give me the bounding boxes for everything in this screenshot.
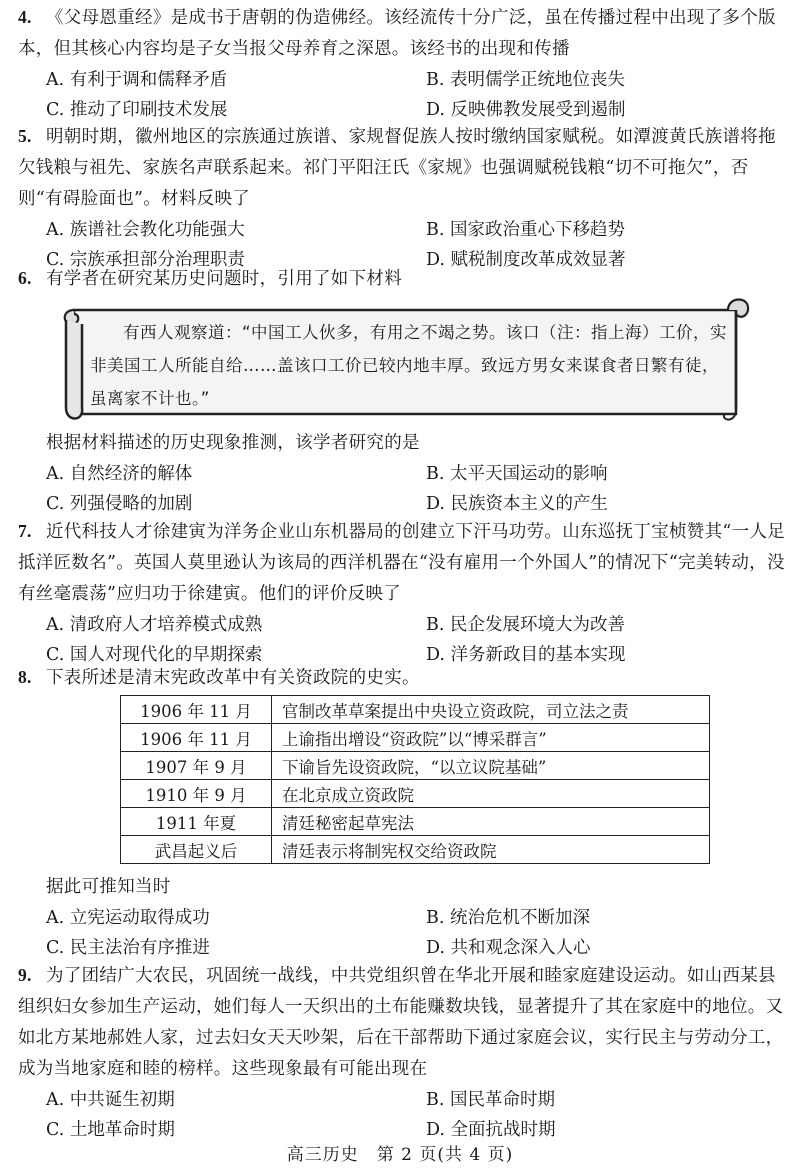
table-cell-date: 武昌起义后	[121, 836, 272, 864]
options	[46, 459, 788, 519]
quote-scroll	[60, 298, 750, 424]
table-cell-date: 1906 年 11 月	[121, 724, 272, 752]
option-b: B. 国家政治重心下移趋势	[426, 220, 625, 240]
table-cell-date: 1911 年夏	[121, 808, 272, 836]
table-cell-date: 1910 年 9 月	[121, 780, 272, 808]
table-row	[121, 836, 710, 864]
page-footer: 高三历史 第 2 页(共 4 页)	[286, 1145, 514, 1165]
option-c: C. 宗族承担部分治理职责	[46, 250, 245, 270]
question-5	[18, 121, 788, 275]
option-a: A. 中共诞生初期	[46, 1090, 175, 1110]
option-c: C. 推动了印刷技术发展	[46, 100, 228, 120]
quote-text-box	[90, 316, 730, 415]
question-stem	[18, 662, 788, 694]
option-a: A. 立宪运动取得成功	[46, 908, 210, 928]
table-row	[121, 780, 710, 808]
table-row	[121, 808, 710, 836]
options	[46, 903, 788, 963]
option-b: B. 统治危机不断加深	[426, 908, 590, 928]
option-d: D. 赋税制度改革成效显著	[426, 250, 626, 270]
question-number: 5.	[18, 126, 32, 146]
question-stem	[18, 960, 788, 1085]
option-a: A. 族谱社会教化功能强大	[46, 220, 245, 240]
table-cell-event: 清廷表示将制宪权交给资政院	[272, 836, 710, 864]
quote-text: 有西人观察道：“中国工人伙多，有用之不竭之势。该口（注：指上海）工价，实非美国工人所能自给……盖该口工价已较内地丰厚。致远方男女来谋食者日繁有徒，虽离家不计也。”	[90, 323, 728, 408]
table-cell-date: 1906 年 11 月	[121, 696, 272, 724]
question-stem	[18, 2, 788, 65]
table-row	[121, 696, 710, 724]
question-6	[18, 263, 788, 295]
table-row	[121, 752, 710, 780]
option-c: C. 列强侵略的加剧	[46, 494, 193, 514]
option-d: D. 洋务新政目的基本实现	[426, 645, 626, 665]
option-a: A. 自然经济的解体	[46, 464, 193, 484]
question-number: 7.	[18, 521, 32, 541]
table-cell-date: 1907 年 9 月	[121, 752, 272, 780]
history-table	[120, 695, 710, 864]
option-b: B. 表明儒学正统地位丧失	[426, 70, 625, 90]
question-7	[18, 516, 788, 670]
table-cell-event: 下谕旨先设资政院，“以立议院基础”	[272, 752, 710, 780]
question-text: 明朝时期，徽州地区的宗族通过族谱、家规督促族人按时缴纳国家赋税。如潭渡黄氏族谱将拖欠钱粮与祖先、家族名声联系起来。祁门平阳汪氏《家规》也强调赋税钱粮“切不可拖欠”，否则“有碍脸面也”。材料反映了	[18, 127, 776, 209]
question-text: 《父母恩重经》是成书于唐朝的伪造佛经。该经流传十分广泛，虽在传播过程中出现了多个版本，但其核心内容均是子女当报父母养育之深恩。该经书的出现和传播	[18, 8, 776, 59]
option-d: D. 民族资本主义的产生	[426, 494, 609, 514]
option-b: B. 国民革命时期	[426, 1090, 555, 1110]
question-text: 近代科技人才徐建寅为洋务企业山东机器局的创建立下汗马功劳。山东巡抚丁宝桢赞其“一人足抵洋匠数名”。英国人莫里逊认为该局的西洋机器在“没有雇用一个外国人”的情况下“完美转动，没有丝毫震荡”应归功于徐建寅。他们的评价反映了	[18, 522, 786, 604]
option-d: D. 共和观念深入人心	[426, 938, 591, 958]
options	[46, 610, 788, 670]
option-a: A. 清政府人才培养模式成熟	[46, 615, 263, 635]
options	[46, 1085, 788, 1145]
question-number: 6.	[18, 268, 32, 288]
question-number: 4.	[18, 7, 32, 27]
question-text: 为了团结广大农民，巩固统一战线，中共党组织曾在华北开展和睦家庭建设运动。如山西某县组织妇女参加生产运动，她们每人一天织出的土布能赚数块钱，显著提升了其在家庭中的地位。又如北方某地郝姓人家，过去妇女天天吵架，后在干部帮助下通过家庭会议，实行民主与劳动分工，成为当地家庭和睦的榜样。这些现象最有可能出现在	[18, 966, 784, 1079]
option-c: C. 土地革命时期	[46, 1120, 175, 1140]
question-8	[18, 662, 788, 694]
question-stem	[18, 516, 788, 610]
question-8-followup	[18, 872, 788, 963]
question-text: 下表所述是清末宪政改革中有关资政院的史实。	[46, 668, 420, 688]
table-cell-event: 清廷秘密起草宪法	[272, 808, 710, 836]
option-c: C. 国人对现代化的早期探索	[46, 645, 263, 665]
options	[46, 65, 788, 125]
question-text: 有学者在研究某历史问题时，引用了如下材料	[46, 269, 402, 289]
option-b: B. 民企发展环境大为改善	[426, 615, 625, 635]
question-stem	[18, 121, 788, 215]
option-a: A. 有利于调和儒释矛盾	[46, 70, 228, 90]
question-9	[18, 960, 788, 1145]
question-number: 9.	[18, 965, 32, 985]
question-4	[18, 2, 788, 125]
option-b: B. 太平天国运动的影响	[426, 464, 608, 484]
table-row	[121, 724, 710, 752]
option-c: C. 民主法治有序推进	[46, 938, 210, 958]
table-cell-event: 官制改革草案提出中央设立资政院，司立法之责	[272, 696, 710, 724]
question-6-followup	[18, 428, 788, 519]
table-cell-event: 上谕指出增设“资政院”以“博采群言”	[272, 724, 710, 752]
option-d: D. 全面抗战时期	[426, 1120, 556, 1140]
question-number: 8.	[18, 667, 32, 687]
option-d: D. 反映佛教发展受到遏制	[426, 100, 626, 120]
followup-text: 根据材料描述的历史现象推测，该学者研究的是	[46, 433, 420, 453]
table-cell-event: 在北京成立资政院	[272, 780, 710, 808]
question-stem	[18, 263, 788, 295]
followup-text: 据此可推知当时	[46, 877, 171, 897]
